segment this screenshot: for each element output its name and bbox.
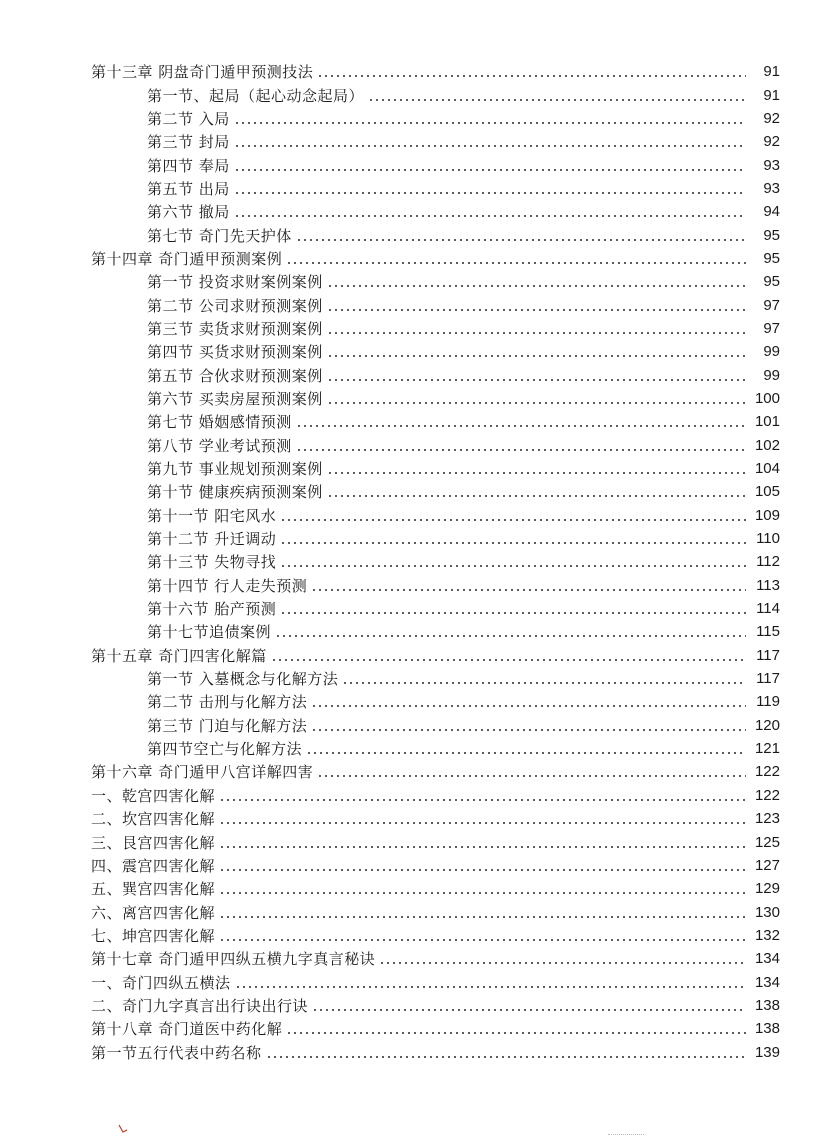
dot-leader: [311, 589, 746, 591]
toc-page-number: 115: [756, 623, 780, 641]
toc-section-row[interactable]: [0, 877, 825, 900]
toc-page-number: 129: [754, 880, 780, 898]
toc-page-number: 100: [754, 389, 780, 407]
dot-leader: [219, 892, 746, 894]
toc-section-row[interactable]: [0, 924, 825, 947]
toc-entry-title: 第十六章 奇门遁甲八宫详解四害: [91, 763, 314, 782]
toc-page-number: 113: [756, 576, 780, 594]
toc-section-row[interactable]: [0, 504, 825, 527]
toc-page-number: 102: [754, 436, 780, 454]
toc-page-number: 127: [754, 856, 780, 874]
toc-entry-title: 四、震宫四害化解: [91, 856, 216, 875]
toc-chapter-row[interactable]: [0, 1040, 825, 1063]
toc-entry-title: 第二节 入局: [147, 109, 230, 128]
toc-entry-title: 二、奇门九字真言出行诀出行诀: [91, 996, 309, 1015]
toc-entry-title: 第二节 公司求财预测案例: [147, 296, 323, 315]
dot-leader: [327, 355, 746, 357]
toc-page-number: 91: [763, 63, 780, 81]
toc-section-row[interactable]: [0, 200, 825, 223]
dot-leader: [379, 962, 746, 964]
toc-page-number: 112: [756, 553, 780, 571]
toc-entry-title: 第一节 入墓概念与化解方法: [147, 670, 339, 689]
toc-page-number: 93: [763, 179, 780, 197]
toc-section-row[interactable]: [0, 854, 825, 877]
toc-page-number: 125: [754, 833, 780, 851]
toc-section-row[interactable]: [0, 434, 825, 457]
dot-leader: [234, 215, 746, 217]
toc-entry-title: 二、坎宫四害化解: [91, 810, 216, 829]
toc-entry-title: 第十七节追债案例: [147, 623, 272, 642]
toc-entry-title: 第七节 婚姻感情预测: [147, 413, 292, 432]
table-of-contents: [0, 60, 825, 1064]
dot-leader: [219, 939, 746, 941]
toc-entry-title: 第九节 事业规划预测案例: [147, 460, 323, 479]
toc-page-number: 95: [763, 249, 780, 267]
toc-section-row[interactable]: [0, 83, 825, 106]
toc-page-number: 121: [754, 740, 780, 758]
dot-leader: [266, 1056, 746, 1058]
toc-section-row[interactable]: [0, 807, 825, 830]
toc-page-number: 95: [763, 226, 780, 244]
toc-page-number: 117: [756, 646, 780, 664]
toc-page-number: 92: [763, 109, 780, 127]
dot-leader: [219, 916, 746, 918]
toc-section-row[interactable]: [0, 830, 825, 853]
footer-faint-mark: [608, 1134, 644, 1138]
dot-leader: [286, 262, 746, 264]
toc-page-number: 93: [763, 156, 780, 174]
dot-leader: [342, 682, 746, 684]
dot-leader: [311, 729, 746, 731]
toc-section-row[interactable]: [0, 667, 825, 690]
toc-section-row[interactable]: [0, 457, 825, 480]
dot-leader: [219, 822, 746, 824]
toc-page-number: 130: [754, 903, 780, 921]
red-ink-mark-icon: [117, 1124, 129, 1134]
toc-section-row[interactable]: [0, 293, 825, 316]
toc-entry-title: 第三节 门迫与化解方法: [147, 716, 308, 735]
dot-leader: [234, 122, 746, 124]
toc-section-row[interactable]: [0, 620, 825, 643]
dot-leader: [286, 1032, 746, 1034]
toc-section-row[interactable]: [0, 177, 825, 200]
toc-entry-title: 第十五章 奇门四害化解篇: [91, 646, 267, 665]
toc-page-number: 117: [756, 670, 780, 688]
toc-section-row[interactable]: [0, 527, 825, 550]
toc-entry-title: 第一节 投资求财案例案例: [147, 273, 323, 292]
toc-entry-title: 第八节 学业考试预测: [147, 436, 292, 455]
dot-leader: [306, 752, 746, 754]
toc-page-number: 119: [756, 693, 780, 711]
toc-page-number: 97: [763, 296, 780, 314]
dot-leader: [327, 309, 746, 311]
dot-leader: [327, 402, 746, 404]
toc-entry-title: 第十四章 奇门遁甲预测案例: [91, 249, 283, 268]
toc-section-row[interactable]: [0, 994, 825, 1017]
toc-entry-title: 第十一节 阳宅风水: [147, 506, 277, 525]
toc-section-row[interactable]: [0, 550, 825, 573]
toc-entry-title: 第三节 卖货求财预测案例: [147, 319, 323, 338]
toc-section-row[interactable]: [0, 574, 825, 597]
toc-page-number: 114: [756, 600, 780, 618]
dot-leader: [234, 145, 746, 147]
dot-leader: [280, 519, 746, 521]
toc-entry-title: 第六节 买卖房屋预测案例: [147, 389, 323, 408]
dot-leader: [219, 869, 746, 871]
toc-entry-title: 一、奇门四纵五横法: [91, 973, 231, 992]
toc-entry-title: 六、离宫四害化解: [91, 903, 216, 922]
toc-section-row[interactable]: [0, 363, 825, 386]
toc-entry-title: 第十三章 阴盘奇门遁甲预测技法: [91, 63, 314, 82]
toc-page-number: 104: [754, 460, 780, 478]
toc-page-number: 97: [763, 319, 780, 337]
toc-page-number: 132: [754, 926, 780, 944]
dot-leader: [327, 379, 746, 381]
toc-entry-title: 第五节 合伙求财预测案例: [147, 366, 323, 385]
dot-leader: [219, 799, 746, 801]
dot-leader: [327, 495, 746, 497]
toc-page-number: 120: [754, 716, 780, 734]
toc-page-number: 123: [754, 810, 780, 828]
dot-leader: [280, 612, 746, 614]
dot-leader: [275, 635, 746, 637]
toc-entry-title: 第十三节 失物寻找: [147, 553, 277, 572]
dot-leader: [280, 565, 746, 567]
toc-section-row[interactable]: [0, 900, 825, 923]
toc-page-number: 95: [763, 273, 780, 291]
toc-section-row[interactable]: [0, 970, 825, 993]
dot-leader: [271, 659, 746, 661]
toc-page-number: 94: [763, 203, 780, 221]
toc-entry-title: 第十八章 奇门道医中药化解: [91, 1020, 283, 1039]
toc-chapter-row[interactable]: [0, 247, 825, 270]
toc-chapter-row[interactable]: [0, 947, 825, 970]
toc-entry-title: 第十六节 胎产预测: [147, 600, 277, 619]
toc-entry-title: 第三节 封局: [147, 133, 230, 152]
dot-leader: [327, 332, 746, 334]
toc-entry-title: 第十七章 奇门遁甲四纵五横九字真言秘诀: [91, 950, 376, 969]
toc-entry-title: 第七节 奇门先天护体: [147, 226, 292, 245]
toc-page-number: 101: [754, 413, 780, 431]
toc-page-number: 134: [754, 950, 780, 968]
toc-entry-title: 第一节五行代表中药名称: [91, 1043, 262, 1062]
toc-section-row[interactable]: [0, 223, 825, 246]
toc-entry-title: 第二节 击刑与化解方法: [147, 693, 308, 712]
toc-section-row[interactable]: [0, 480, 825, 503]
toc-entry-title: 五、巽宫四害化解: [91, 880, 216, 899]
toc-entry-title: 第四节 奉局: [147, 156, 230, 175]
dot-leader: [327, 285, 746, 287]
toc-entry-title: 第五节 出局: [147, 179, 230, 198]
toc-entry-title: 第十四节 行人走失预测: [147, 576, 308, 595]
toc-entry-title: 第十二节 升迁调动: [147, 530, 277, 549]
toc-page-number: 105: [754, 483, 780, 501]
toc-entry-title: 第四节空亡与化解方法: [147, 740, 303, 759]
toc-page-number: 122: [754, 786, 780, 804]
toc-entry-title: 第六节 撤局: [147, 203, 230, 222]
dot-leader: [280, 542, 746, 544]
dot-leader: [234, 169, 746, 171]
toc-entry-title: 第十节 健康疾病预测案例: [147, 483, 323, 502]
dot-leader: [317, 775, 746, 777]
toc-page-number: 99: [763, 366, 780, 384]
toc-page-number: 91: [763, 86, 780, 104]
dot-leader: [296, 239, 746, 241]
toc-section-row[interactable]: [0, 107, 825, 130]
toc-page-number: 122: [754, 763, 780, 781]
toc-page-number: 92: [763, 133, 780, 151]
toc-page-number: 134: [754, 973, 780, 991]
toc-entry-title: 第一节、起局（起心动念起局）: [147, 86, 365, 105]
toc-section-row[interactable]: [0, 690, 825, 713]
toc-page-number: 110: [756, 530, 780, 548]
toc-chapter-row[interactable]: [0, 760, 825, 783]
toc-chapter-row[interactable]: [0, 1017, 825, 1040]
toc-section-row[interactable]: [0, 784, 825, 807]
dot-leader: [312, 1009, 746, 1011]
toc-section-row[interactable]: [0, 340, 825, 363]
dot-leader: [219, 846, 746, 848]
toc-page-number: 99: [763, 343, 780, 361]
dot-leader: [235, 986, 746, 988]
toc-entry-title: 七、坤宫四害化解: [91, 926, 216, 945]
toc-page-number: 109: [754, 506, 780, 524]
toc-page-number: 138: [754, 1020, 780, 1038]
toc-section-row[interactable]: [0, 317, 825, 340]
toc-section-row[interactable]: [0, 130, 825, 153]
toc-section-row[interactable]: [0, 714, 825, 737]
toc-section-row[interactable]: [0, 597, 825, 620]
toc-section-row[interactable]: [0, 153, 825, 176]
toc-chapter-row[interactable]: [0, 644, 825, 667]
dot-leader: [368, 99, 746, 101]
toc-entry-title: 第四节 买货求财预测案例: [147, 343, 323, 362]
toc-page-number: 139: [754, 1043, 780, 1061]
dot-leader: [317, 75, 746, 77]
toc-section-row[interactable]: [0, 387, 825, 410]
dot-leader: [296, 425, 746, 427]
dot-leader: [234, 192, 746, 194]
dot-leader: [311, 705, 746, 707]
toc-entry-title: 一、乾宫四害化解: [91, 786, 216, 805]
toc-entry-title: 三、艮宫四害化解: [91, 833, 216, 852]
toc-page-number: 138: [754, 996, 780, 1014]
dot-leader: [296, 449, 746, 451]
toc-chapter-row[interactable]: [0, 60, 825, 83]
toc-section-row[interactable]: [0, 410, 825, 433]
dot-leader: [327, 472, 746, 474]
toc-section-row[interactable]: [0, 737, 825, 760]
toc-section-row[interactable]: [0, 270, 825, 293]
